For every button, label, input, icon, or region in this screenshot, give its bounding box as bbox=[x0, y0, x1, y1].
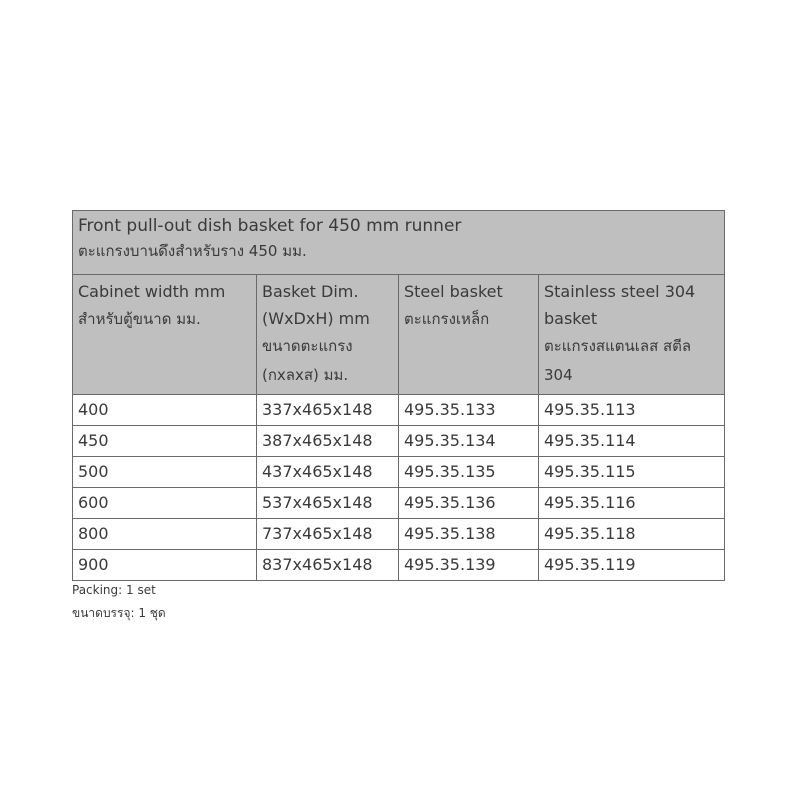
steel-code-cell: 495.35.134 bbox=[399, 426, 539, 457]
table-row bbox=[73, 426, 725, 457]
steel-code-cell: 495.35.136 bbox=[399, 488, 539, 519]
column-header-cabinet-width bbox=[73, 275, 257, 395]
table-title-row bbox=[73, 211, 725, 275]
table-row bbox=[73, 550, 725, 581]
table-row bbox=[73, 488, 725, 519]
column-header-th: สำหรับตู้ขนาด มม. bbox=[78, 310, 201, 328]
packing-note-th: ขนาดบรรจุ: 1 ชุด bbox=[72, 606, 166, 620]
stainless-code-cell: 495.35.118 bbox=[539, 519, 725, 550]
table-title-cell bbox=[73, 211, 725, 275]
table-row bbox=[73, 395, 725, 426]
basket-dim-cell: 537x465x148 bbox=[257, 488, 399, 519]
basket-dim-cell: 437x465x148 bbox=[257, 457, 399, 488]
cabinet-width-cell: 400 bbox=[73, 395, 257, 426]
column-header-en: Stainless steel 304 basket bbox=[544, 282, 696, 328]
table-title-th: ตะแกรงบานดึงสำหรับราง 450 มม. bbox=[78, 242, 307, 260]
steel-code-cell: 495.35.139 bbox=[399, 550, 539, 581]
column-header-en: Cabinet width mm bbox=[78, 282, 226, 301]
cabinet-width-cell: 450 bbox=[73, 426, 257, 457]
column-header-en: Steel basket bbox=[404, 282, 503, 301]
table-row bbox=[73, 457, 725, 488]
cabinet-width-cell: 800 bbox=[73, 519, 257, 550]
steel-code-cell: 495.35.138 bbox=[399, 519, 539, 550]
stainless-code-cell: 495.35.119 bbox=[539, 550, 725, 581]
stainless-code-cell: 495.35.113 bbox=[539, 395, 725, 426]
basket-dim-cell: 837x465x148 bbox=[257, 550, 399, 581]
packing-note-en: Packing: 1 set bbox=[72, 583, 156, 597]
basket-dim-cell: 737x465x148 bbox=[257, 519, 399, 550]
basket-dim-cell: 387x465x148 bbox=[257, 426, 399, 457]
cabinet-width-cell: 600 bbox=[73, 488, 257, 519]
stainless-code-cell: 495.35.114 bbox=[539, 426, 725, 457]
stainless-code-cell: 495.35.115 bbox=[539, 457, 725, 488]
steel-code-cell: 495.35.135 bbox=[399, 457, 539, 488]
cabinet-width-cell: 500 bbox=[73, 457, 257, 488]
table-row bbox=[73, 519, 725, 550]
column-header-th: ตะแกรงเหล็ก bbox=[404, 310, 490, 328]
column-header-basket-dim bbox=[257, 275, 399, 395]
column-header-row bbox=[73, 275, 725, 395]
cabinet-width-cell: 900 bbox=[73, 550, 257, 581]
stainless-code-cell: 495.35.116 bbox=[539, 488, 725, 519]
spec-table bbox=[72, 210, 725, 581]
basket-dim-cell: 337x465x148 bbox=[257, 395, 399, 426]
column-header-th: ตะแกรงสแตนเลส สตีล 304 bbox=[544, 337, 692, 384]
table-title-en: Front pull-out dish basket for 450 mm runner bbox=[78, 216, 462, 236]
column-header-stainless-basket bbox=[539, 275, 725, 395]
column-header-en: Basket Dim. (WxDxH) mm bbox=[262, 282, 370, 328]
column-header-th: ขนาดตะแกรง (กxลxส) มม. bbox=[262, 337, 353, 384]
steel-code-cell: 495.35.133 bbox=[399, 395, 539, 426]
column-header-steel-basket bbox=[399, 275, 539, 395]
